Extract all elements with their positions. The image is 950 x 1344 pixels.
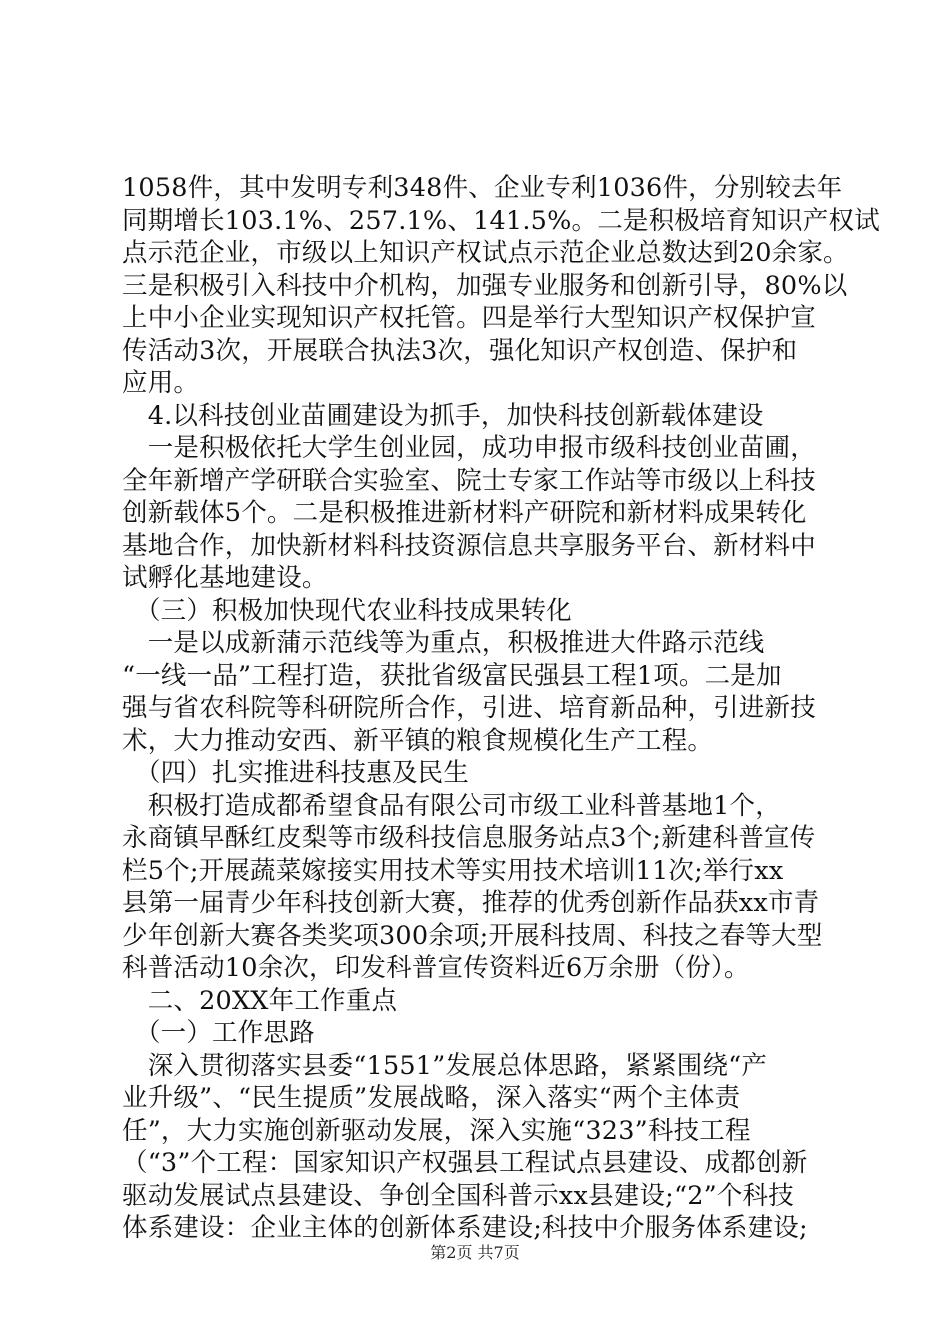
- text-line: 试孵化基地建设。: [122, 563, 328, 593]
- text-line: 业升级”、“民生提质”发展战略，深入落实“两个主体责: [122, 1083, 741, 1113]
- text-line: 术，大力推动安西、新平镇的粮食规模化生产工程。: [122, 725, 714, 756]
- text-line: 三是积极引入科技中介机构，加强专业服务和创新引导，80%以: [122, 270, 848, 301]
- text-line: 驱动发展试点县建设、争创全国科普示xx县建设;“2”个科技: [122, 1180, 794, 1211]
- text-line: （“3”个工程：国家知识产权强县工程试点县建设、成都创新: [122, 1148, 808, 1178]
- text-line: 基地合作，加快新材料科技资源信息共享服务平台、新材料中: [122, 530, 816, 561]
- text-line: 点示范企业，市级以上知识产权试点示范企业总数达到20余家。: [122, 238, 849, 268]
- section-heading: 4.以科技创业苗圃建设为抓手，加快科技创新载体建设: [122, 400, 764, 431]
- text-line: 传活动3次，开展联合执法3次，强化知识产权创造、保护和: [122, 335, 798, 366]
- section-heading: （一）工作思路: [122, 1018, 315, 1048]
- text-line: “一线一品”工程打造，获批省级富民强县工程1项。二是加: [122, 660, 782, 691]
- body-text: [122, 172, 880, 1245]
- text-line: 少年创新大赛各类奖项300余项;开展科技周、科技之春等大型: [122, 920, 823, 951]
- text-line: 全年新增产学研联合实验室、院士专家工作站等市级以上科技: [122, 465, 816, 496]
- text-line: 应用。: [122, 368, 200, 398]
- text-line: 强与省农科院等科研院所合作，引进、培育新品种，引进新技: [122, 693, 816, 723]
- text-line: 同期增长103.1%、257.1%、141.5%。二是积极培育知识产权试: [122, 205, 880, 236]
- page-footer: 第2页 共7页: [430, 1243, 520, 1262]
- text-line: 科普活动10余次，印发科普宣传资料近6万余册（份）。: [122, 953, 750, 983]
- text-line: 一是积极依托大学生创业园，成功申报市级科技创业苗圃，: [122, 433, 816, 463]
- section-heading: 二、20XX年工作重点: [122, 985, 398, 1016]
- section-heading: （四）扎实推进科技惠及民生: [122, 758, 470, 788]
- text-line: 永商镇早酥红皮梨等市级科技信息服务站点3个;新建科普宣传: [122, 823, 816, 853]
- text-line: 任”，大力实施创新驱动发展，深入实施“323”科技工程: [122, 1115, 751, 1146]
- text-line: 县第一届青少年科技创新大赛，推荐的优秀创新作品获xx市青: [122, 888, 820, 918]
- text-line: 一是以成新蒲示范线等为重点，积极推进大件路示范线: [122, 628, 765, 658]
- text-line: 栏5个;开展蔬菜嫁接实用技术等实用技术培训11次;举行xx: [122, 855, 784, 886]
- text-line: 体系建设：企业主体的创新体系建设;科技中介服务体系建设;: [122, 1213, 808, 1243]
- text-line: 创新载体5个。二是积极推进新材料产研院和新材料成果转化: [122, 498, 807, 528]
- text-line: 1058件，其中发明专利348件、企业专利1036件，分别较去年: [122, 173, 843, 203]
- text-line: 积极打造成都希望食品有限公司市级工业科普基地1个，: [122, 790, 781, 821]
- section-heading: （三）积极加快现代农业科技成果转化: [122, 595, 572, 626]
- text-line: 深入贯彻落实县委“1551”发展总体思路，紧紧围绕“产: [122, 1050, 768, 1081]
- text-line: 上中小企业实现知识产权托管。四是举行大型知识产权保护宣: [122, 303, 816, 333]
